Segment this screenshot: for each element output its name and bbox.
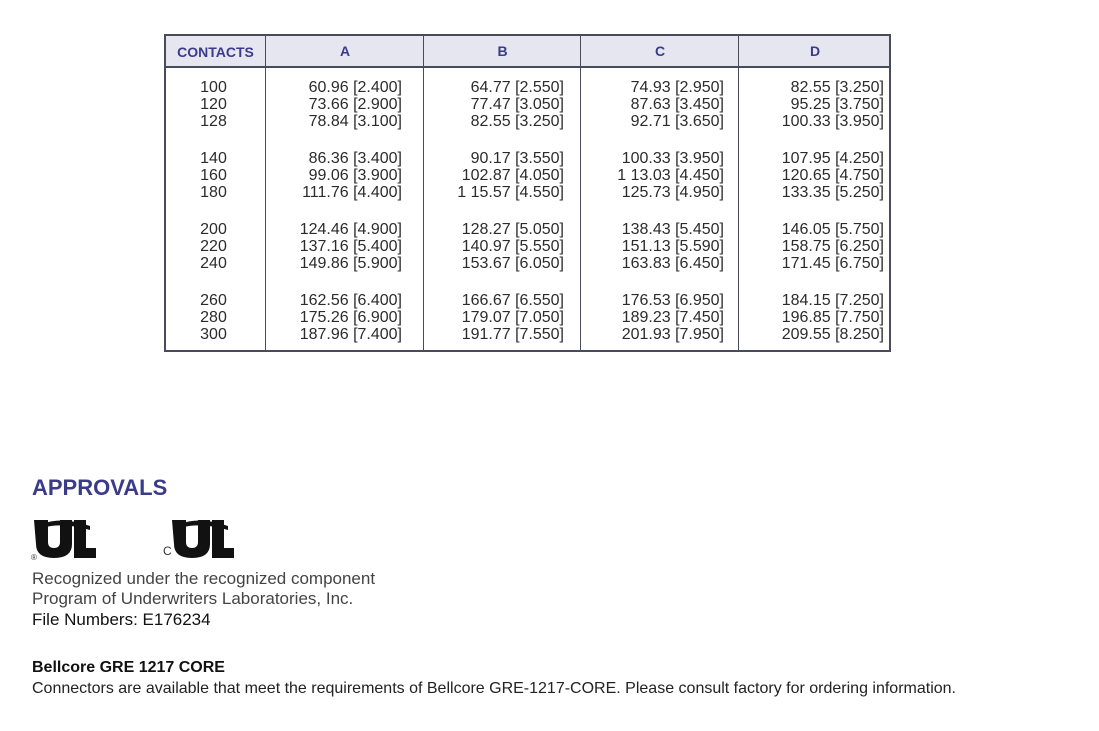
dimension-cell-d: 171.45 [6.750]: [781, 255, 884, 272]
dimension-cell-d: 120.65 [4.750]: [781, 167, 884, 184]
ul-recognized-icon: [32, 518, 98, 560]
dimension-cell-d: 100.33 [3.950]: [781, 113, 884, 130]
dimension-cell-d: 196.85 [7.750]: [781, 309, 884, 326]
dimension-cell-a: 137.16 [5.400]: [299, 238, 402, 255]
contacts-cell: 180: [200, 184, 227, 201]
dimension-cell-a: 99.06 [3.900]: [308, 167, 402, 184]
recognition-line: Recognized under the recognized component: [32, 569, 376, 588]
contacts-cell: 280: [200, 309, 227, 326]
cul-recognized-icon: [170, 518, 236, 560]
recognition-line: Program of Underwriters Laboratories, Inc.: [32, 589, 354, 608]
dimension-cell-b: 1 15.57 [4.550]: [457, 184, 564, 201]
dimension-cell-c: 87.63 [3.450]: [630, 96, 724, 113]
dimension-cell-c: 92.71 [3.650]: [630, 113, 724, 130]
dimension-cell-d: 82.55 [3.250]: [790, 79, 884, 96]
dimension-cell-d: 158.75 [6.250]: [781, 238, 884, 255]
dimension-cell-d: 146.05 [5.750]: [781, 221, 884, 238]
dimension-cell-d: 107.95 [4.250]: [781, 150, 884, 167]
canada-c-mark: C: [163, 544, 172, 558]
dimension-cell-b: 90.17 [3.550]: [470, 150, 564, 167]
dimension-cell-c: 125.73 [4.950]: [621, 184, 724, 201]
dimension-table: [164, 34, 891, 352]
contacts-cell: 240: [200, 255, 227, 272]
dimension-cell-a: 60.96 [2.400]: [308, 79, 402, 96]
header-b: B: [497, 43, 508, 59]
dimension-cell-c: 100.33 [3.950]: [621, 150, 724, 167]
dimension-cell-c: 201.93 [7.950]: [621, 326, 724, 343]
dimension-cell-c: 189.23 [7.450]: [621, 309, 724, 326]
dimension-cell-c: 1 13.03 [4.450]: [617, 167, 724, 184]
dimension-cell-b: 140.97 [5.550]: [461, 238, 564, 255]
contacts-cell: 260: [200, 292, 227, 309]
file-numbers: File Numbers: E176234: [32, 610, 211, 629]
dimension-cell-b: 179.07 [7.050]: [461, 309, 564, 326]
header-c: C: [654, 43, 666, 59]
dimension-cell-d: 95.25 [3.750]: [790, 96, 884, 113]
contacts-cell: 140: [200, 150, 227, 167]
contacts-cell: 160: [200, 167, 227, 184]
dimension-cell-b: 128.27 [5.050]: [461, 221, 564, 238]
dimension-cell-c: 163.83 [6.450]: [621, 255, 724, 272]
dimension-cell-b: 64.77 [2.550]: [470, 79, 564, 96]
contacts-cell: 128: [200, 113, 227, 130]
dimension-cell-d: 133.35 [5.250]: [781, 184, 884, 201]
dimension-cell-b: 77.47 [3.050]: [470, 96, 564, 113]
dimension-cell-a: 78.84 [3.100]: [308, 113, 402, 130]
dimension-cell-b: 82.55 [3.250]: [470, 113, 564, 130]
dimension-cell-d: 184.15 [7.250]: [781, 292, 884, 309]
dimension-cell-d: 209.55 [8.250]: [781, 326, 884, 343]
dimension-cell-a: 73.66 [2.900]: [308, 96, 402, 113]
table-header: [166, 36, 889, 68]
dimension-cell-a: 175.26 [6.900]: [299, 309, 402, 326]
bellcore-heading: Bellcore GRE 1217 CORE: [32, 659, 225, 676]
dimension-cell-a: 149.86 [5.900]: [299, 255, 402, 272]
dimension-cell-c: 176.53 [6.950]: [621, 292, 724, 309]
dimension-cell-a: 111.76 [4.400]: [302, 184, 402, 201]
dimension-cell-c: 74.93 [2.950]: [630, 79, 724, 96]
contacts-cell: 120: [200, 96, 227, 113]
bellcore-description: Connectors are available that meet the requirements of Bellcore GRE-1217-CORE. Please consult factory for ordering information.: [32, 680, 956, 697]
contacts-cell: 200: [200, 221, 227, 238]
dimension-cell-a: 187.96 [7.400]: [299, 326, 402, 343]
dimension-cell-c: 151.13 [5.590]: [621, 238, 724, 255]
contacts-cell: 100: [200, 79, 227, 96]
dimension-cell-a: 124.46 [4.900]: [299, 221, 402, 238]
contacts-cell: 300: [200, 326, 227, 343]
header-contacts: CONTACTS: [177, 44, 254, 60]
registered-mark: ®: [31, 553, 37, 562]
recognition-statement: [32, 569, 375, 609]
dimension-cell-b: 102.87 [4.050]: [461, 167, 564, 184]
dimension-cell-c: 138.43 [5.450]: [621, 221, 724, 238]
dimension-cell-b: 153.67 [6.050]: [461, 255, 564, 272]
dimension-cell-a: 162.56 [6.400]: [299, 292, 402, 309]
contacts-cell: 220: [200, 238, 227, 255]
approvals-heading: APPROVALS: [32, 475, 168, 500]
header-a: A: [339, 43, 351, 59]
dimension-cell-a: 86.36 [3.400]: [308, 150, 402, 167]
dimension-cell-b: 166.67 [6.550]: [461, 292, 564, 309]
dimension-cell-b: 191.77 [7.550]: [461, 326, 564, 343]
header-d: D: [809, 43, 821, 59]
